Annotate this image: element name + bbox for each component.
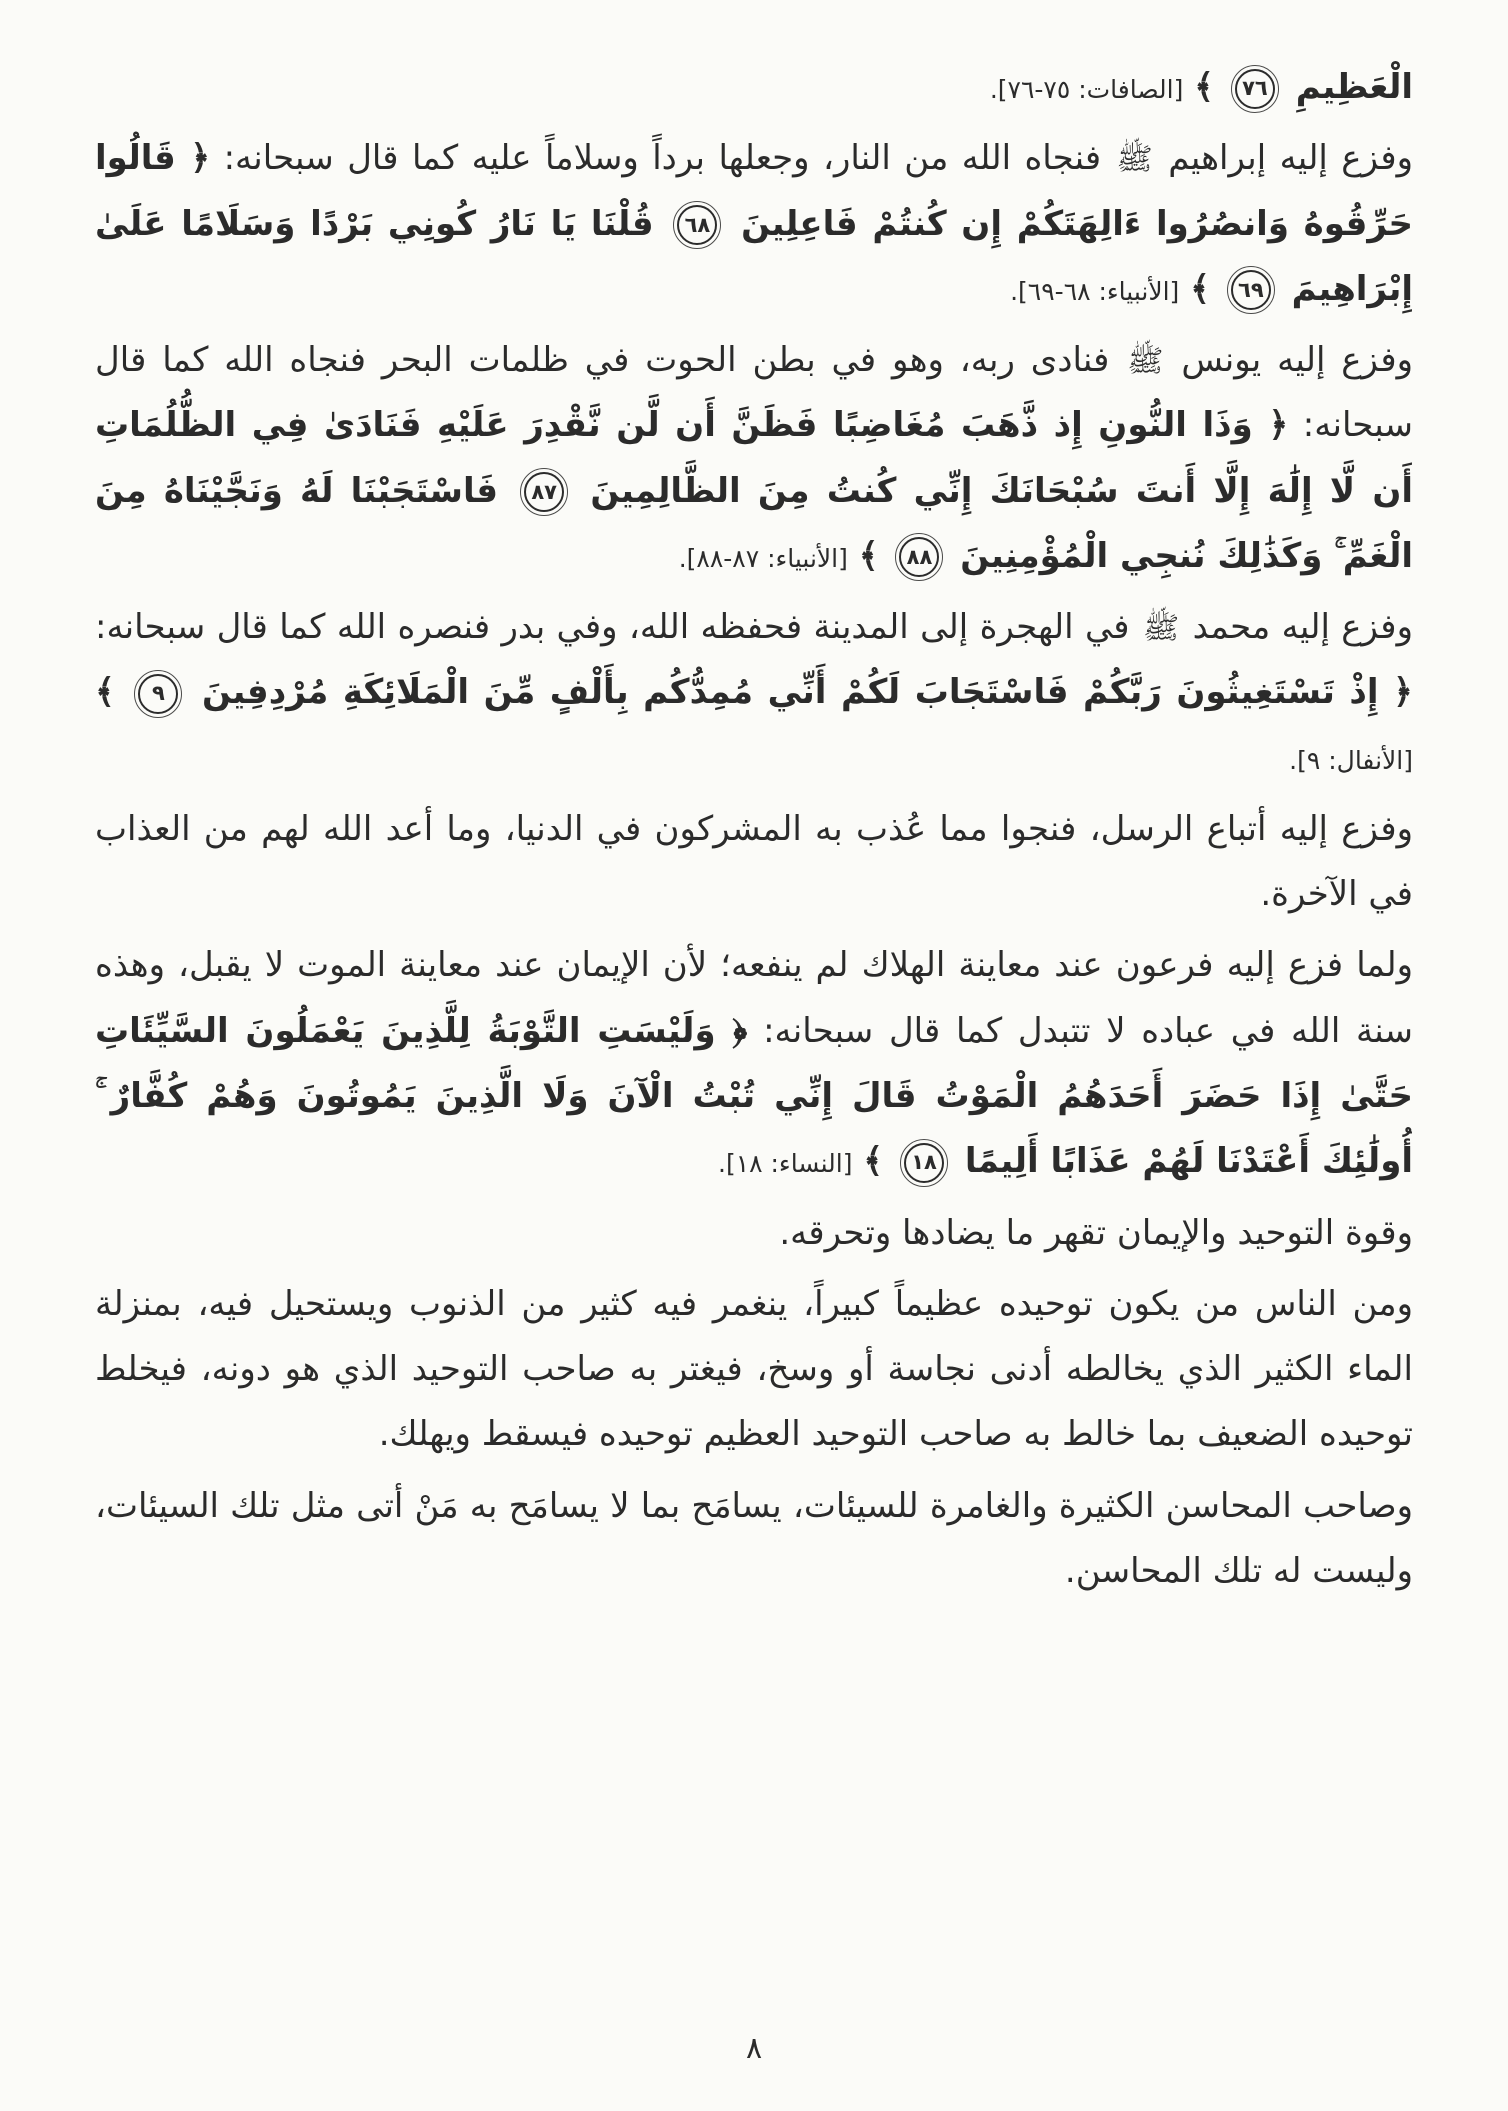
quran-verse: ﴿ وَلَيْسَتِ التَّوْبَةُ لِلَّذِينَ يَعْمَلُونَ السَّيِّئَاتِ حَتَّىٰ إِذَا حَضَرَ أَحَدَهُمُ الْمَوْتُ قَالَ إِنِّي تُبْتُ الْآنَ وَلَا الَّذِينَ يَمُوتُونَ وَهُمْ كُفَّارٌ ۚ أُولَٰئِكَ أَعْتَدْنَا لَهُمْ عَذَابًا أَلِيمًا xyxy=(95,1010,1413,1182)
ayah-end-marker: ٦٨ xyxy=(677,205,717,245)
quran-verse: ﴾ xyxy=(95,672,115,713)
quran-verse: ﴾ xyxy=(858,535,879,576)
verse-citation: [الأنبياء: ٨٧-٨٨]. xyxy=(678,543,848,573)
ayah-end-marker: ٩ xyxy=(138,674,178,714)
paragraph xyxy=(95,1272,1413,1468)
quran-verse: ﴾ xyxy=(1194,67,1215,107)
page-footer xyxy=(95,2011,1413,2066)
body-text: وفزع إليه يونس xyxy=(1181,340,1413,381)
body-text: وفزع إليه محمد xyxy=(1192,607,1413,648)
verse-citation: [النساء: ١٨]. xyxy=(718,1149,853,1179)
quran-verse: ﴾ xyxy=(1190,268,1211,309)
verse-citation: [الأنبياء: ٦٨-٦٩]. xyxy=(1010,276,1180,306)
body-text: في الهجرة إلى المدينة فحفظه الله، وفي بدر فنصره الله كما قال سبحانه: xyxy=(95,607,1130,648)
quran-verse: فَاسْتَجَبْنَا لَهُ وَنَجَّيْنَاهُ مِنَ الْغَمِّ ۚ وَكَذَٰلِكَ نُنجِي الْمُؤْمِنِينَ xyxy=(95,470,1413,576)
pbuh-symbol: ﷺ xyxy=(1127,343,1164,379)
body-text: وفزع إليه إبراهيم xyxy=(1168,138,1414,179)
quran-verse: الْعَظِيمِ xyxy=(1295,67,1413,107)
pbuh-symbol: ﷺ xyxy=(1116,141,1153,177)
paragraph xyxy=(95,55,1413,120)
ayah-end-marker: ٨٨ xyxy=(899,537,939,577)
quran-verse: ﴾ xyxy=(863,1141,884,1182)
quran-verse: ﴿ وَذَا النُّونِ إِذ ذَّهَبَ مُغَاضِبًا فَظَنَّ أَن لَّن نَّقْدِرَ عَلَيْهِ فَنَادَىٰ فِي الظُّلُمَاتِ أَن لَّا إِلَٰهَ إِلَّا أَنتَ سُبْحَانَكَ إِنِّي كُنتُ مِنَ الظَّالِمِينَ xyxy=(95,405,1413,511)
page-body xyxy=(95,55,1413,2011)
quran-verse: ﴿ قَالُوا حَرِّقُوهُ وَانصُرُوا ءَالِهَتَكُمْ إِن كُنتُمْ فَاعِلِينَ xyxy=(95,138,1413,244)
paragraph xyxy=(95,328,1413,589)
body-text: ومن الناس من يكون توحيده عظيماً كبيراً، ينغمر فيه كثير من الذنوب ويستحيل فيه، بمنزلة الماء الكثير الذي يخالطه أدنى نجاسة أو وسخ، فيغتر به صاحب التوحيد الذي هو دونه، فيخلط توحيده الضعيف بما خالط به صاحب التوحيد العظيم توحيده فيسقط ويهلك. xyxy=(95,1283,1413,1455)
paragraph xyxy=(95,797,1413,928)
verse-citation: [الصافات: ٧٥-٧٦]. xyxy=(989,75,1184,104)
quran-verse: قُلْنَا يَا نَارُ كُونِي بَرْدًا وَسَلَامًا عَلَىٰ إِبْرَاهِيمَ xyxy=(95,203,1413,309)
ayah-end-marker: ٨٧ xyxy=(524,472,564,512)
paragraph xyxy=(95,1201,1413,1266)
paragraph xyxy=(95,1474,1413,1605)
paragraph xyxy=(95,933,1413,1194)
ayah-end-marker: ٦٩ xyxy=(1231,270,1271,310)
ayah-end-marker: ٧٦ xyxy=(1235,69,1275,109)
quran-verse: ﴿ إِذْ تَسْتَغِيثُونَ رَبَّكُمْ فَاسْتَجَابَ لَكُمْ أَنِّي مُمِدُّكُم بِأَلْفٍ مِّنَ الْمَلَائِكَةِ مُرْدِفِينَ xyxy=(201,672,1413,713)
body-text: ولما فزع إليه فرعون عند معاينة الهلاك لم ينفعه؛ لأن الإيمان عند معاينة الموت لا يقبل، وهذه سنة الله في عباده لا تتبدل كما قال سبحانه: xyxy=(95,945,1413,1051)
body-text: وفزع إليه أتباع الرسل، فنجوا مما عُذب به المشركون في الدنيا، وما أعد الله لهم من العذاب في الآخرة. xyxy=(95,808,1413,915)
body-text: فنجاه الله من النار، وجعلها برداً وسلاماً عليه كما قال سبحانه: xyxy=(223,138,1102,179)
pbuh-symbol: ﷺ xyxy=(1142,610,1180,646)
body-text: وقوة التوحيد والإيمان تقهر ما يضادها وتحرقه. xyxy=(779,1212,1413,1253)
paragraph xyxy=(95,595,1413,791)
page-number: ٨ xyxy=(745,2031,763,2066)
paragraph xyxy=(95,126,1413,322)
body-text: فنادى ربه، وهو في بطن الحوت في ظلمات البحر فنجاه الله كما قال سبحانه: xyxy=(95,340,1413,446)
verse-citation: [الأنفال: ٩]. xyxy=(1289,745,1413,775)
ayah-end-marker: ١٨ xyxy=(904,1143,944,1183)
body-text: وصاحب المحاسن الكثيرة والغامرة للسيئات، يسامَح بما لا يسامَح به مَنْ أتى مثل تلك السيئات، وليست له تلك المحاسن. xyxy=(95,1485,1413,1591)
